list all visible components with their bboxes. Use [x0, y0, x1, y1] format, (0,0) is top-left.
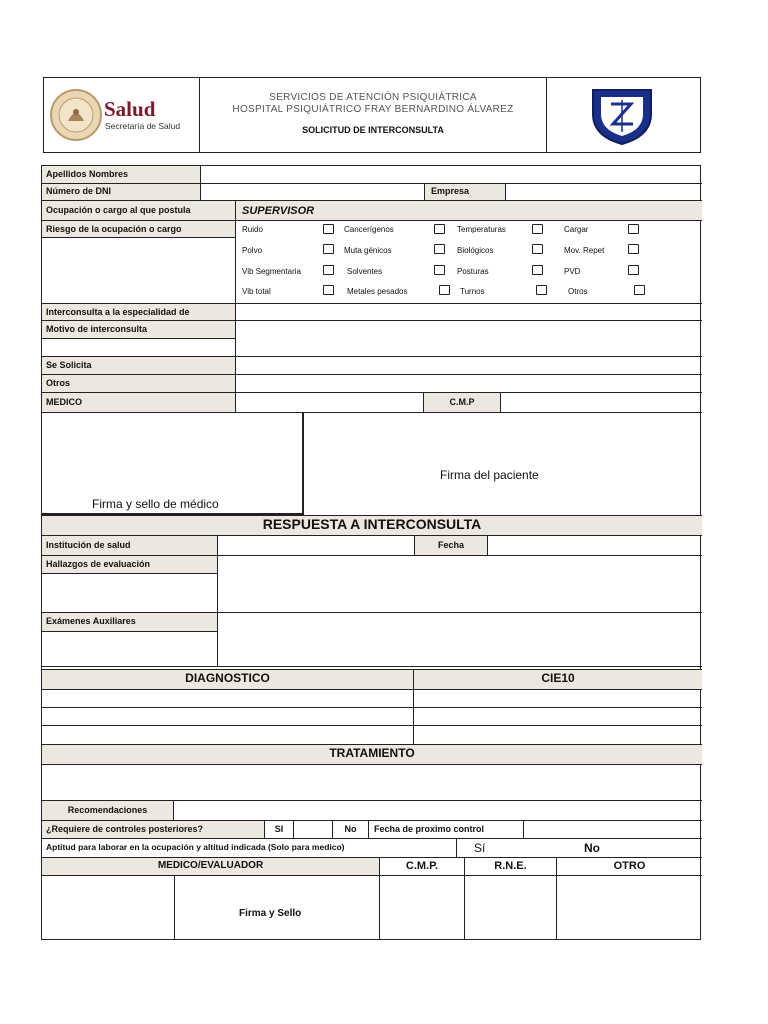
- salud-logo-sub: Secretaría de Salud: [105, 121, 181, 131]
- tratamiento-field[interactable]: [42, 765, 702, 800]
- interconsulta-field[interactable]: [237, 305, 700, 319]
- rne-field[interactable]: [465, 876, 556, 939]
- risk-label: Mov. Repet: [564, 246, 605, 255]
- controles-no-option[interactable]: No: [344, 824, 357, 834]
- form-title: SOLICITUD DE INTERCONSULTA: [302, 125, 444, 135]
- riesgo-label: Riesgo de la ocupación o cargo: [46, 224, 182, 234]
- risk-label: Posturas: [457, 267, 489, 276]
- risk-checkbox[interactable]: [532, 224, 543, 234]
- empresa-field[interactable]: [507, 184, 700, 199]
- ocupacion-label: Ocupación o cargo al que postula: [46, 205, 191, 215]
- examenes-field[interactable]: [219, 613, 700, 666]
- fecha-label: Fecha: [437, 540, 464, 550]
- dni-field[interactable]: [202, 184, 422, 199]
- aptitud-si-option[interactable]: Sí: [474, 841, 486, 855]
- risk-checkbox[interactable]: [434, 224, 445, 234]
- paciente-signature-box[interactable]: [306, 413, 702, 515]
- risk-label: PVD: [564, 267, 581, 276]
- form-header: [43, 77, 701, 153]
- aptitud-no-option[interactable]: No: [584, 841, 600, 855]
- risk-label: Vib total: [242, 287, 271, 296]
- risk-label: Polvo: [242, 246, 263, 255]
- institucion-label: Institución de salud: [46, 540, 131, 550]
- diagnostico-row[interactable]: [42, 726, 413, 744]
- risk-checkbox[interactable]: [532, 265, 543, 275]
- cmp-field[interactable]: [502, 393, 700, 411]
- evaluador-stamp-box[interactable]: [42, 876, 173, 939]
- cie10-header: CIE10: [541, 671, 575, 685]
- risk-checkbox[interactable]: [532, 244, 543, 254]
- medico-field[interactable]: [237, 393, 422, 411]
- header-line-1: SERVICIOS DE ATENCIÓN PSIQUIÁTRICA: [269, 92, 477, 103]
- diagnostico-header: DIAGNOSTICO: [185, 671, 270, 685]
- interconsulta-label: Interconsulta a la especialidad de: [46, 307, 190, 317]
- risk-checkbox[interactable]: [323, 265, 334, 275]
- mexico-seal-icon: [48, 87, 104, 143]
- risk-checkbox[interactable]: [628, 265, 639, 275]
- se-solicita-field[interactable]: [237, 357, 700, 373]
- risk-label: Cancerígenos: [344, 225, 394, 234]
- hallazgos-label: Hallazgos de evaluación: [46, 559, 151, 569]
- controles-label: ¿Requiere de controles posteriores?: [46, 824, 204, 834]
- motivo-label: Motivo de interconsulta: [46, 324, 148, 334]
- otro-field[interactable]: [557, 876, 701, 939]
- respuesta-title: RESPUESTA A INTERCONSULTA: [262, 516, 482, 532]
- risk-label: Solventes: [347, 267, 383, 276]
- firma-paciente-label: Firma del paciente: [440, 468, 539, 482]
- diagnostico-row[interactable]: [42, 708, 413, 725]
- medico-signature-box[interactable]: [42, 413, 304, 515]
- header-titles: [199, 78, 547, 152]
- rne-header: R.N.E.: [494, 860, 527, 872]
- dni-label: Número de DNI: [46, 186, 112, 196]
- hallazgos-field[interactable]: [219, 556, 700, 611]
- interconsulta-form: [41, 165, 701, 940]
- risk-checkbox[interactable]: [634, 285, 645, 295]
- tratamiento-header: TRATAMIENTO: [329, 746, 415, 760]
- supervisor-value: SUPERVISOR: [242, 205, 315, 217]
- examenes-label: Exámenes Auxiliares: [46, 616, 136, 626]
- controles-si-option[interactable]: SI: [274, 824, 284, 834]
- risk-checkbox[interactable]: [536, 285, 547, 295]
- salud-logo-word: Salud: [104, 97, 156, 121]
- medico-label: MEDICO: [46, 397, 82, 407]
- firma-sello-label: Firma y Sello: [239, 908, 302, 919]
- recomendaciones-label: Recomendaciones: [67, 805, 148, 815]
- apellidos-label: Apellidos Nombres: [46, 169, 129, 179]
- risk-checkbox[interactable]: [628, 244, 639, 254]
- recomendaciones-field[interactable]: [175, 801, 700, 819]
- risk-checkbox[interactable]: [439, 285, 450, 295]
- diagnostico-row[interactable]: [42, 690, 413, 707]
- risk-checkbox[interactable]: [628, 224, 639, 234]
- medico-evaluador-header: MEDICO/EVALUADOR: [157, 860, 264, 871]
- risk-label: Temperaturas: [457, 225, 506, 234]
- risk-checkbox[interactable]: [323, 224, 334, 234]
- risk-label: Ruido: [242, 225, 263, 234]
- cmp2-field[interactable]: [380, 876, 464, 939]
- empresa-label: Empresa: [431, 186, 470, 196]
- motivo-field[interactable]: [237, 322, 700, 355]
- cmp-label: C.M.P: [449, 397, 475, 407]
- otros-field[interactable]: [237, 375, 700, 391]
- otro-header: OTRO: [613, 860, 646, 872]
- evaluador-signature-box[interactable]: [175, 876, 379, 939]
- risk-label: Cargar: [564, 225, 589, 234]
- institucion-field[interactable]: [219, 536, 412, 554]
- hospital-logo-area: [546, 78, 700, 152]
- risk-checkbox[interactable]: [323, 244, 334, 254]
- apellidos-field[interactable]: [202, 167, 700, 182]
- logo-area: [44, 78, 200, 152]
- aptitud-label: Aptitud para laborar en la ocupación y altitud indicada (Solo para medico): [46, 842, 345, 852]
- risk-checkbox[interactable]: [434, 265, 445, 275]
- firma-medico-label: Firma y sello de médico: [92, 497, 219, 511]
- fecha-proximo-label: Fecha de proximo control: [374, 824, 485, 834]
- risk-label: Otros: [568, 287, 588, 296]
- cmp2-header: C.M.P.: [405, 860, 439, 872]
- hospital-shield-icon: [587, 84, 657, 146]
- fecha-proximo-field[interactable]: [525, 821, 700, 837]
- se-solicita-label: Se Solicita: [46, 360, 92, 370]
- fecha-field[interactable]: [489, 536, 700, 554]
- risk-label: Muta génicos: [344, 246, 392, 255]
- risk-label: Biológicos: [457, 246, 494, 255]
- risk-checkbox[interactable]: [323, 285, 334, 295]
- header-line-2: HOSPITAL PSIQUIÁTRICO FRAY BERNARDINO ÁLVAREZ: [232, 104, 514, 115]
- risk-label: Turnos: [460, 287, 485, 296]
- risk-label: Vib Segmentaria: [242, 267, 301, 276]
- otros-label: Otros: [46, 378, 71, 388]
- risk-label: Metales pesados: [347, 287, 408, 296]
- risk-checkbox[interactable]: [434, 244, 445, 254]
